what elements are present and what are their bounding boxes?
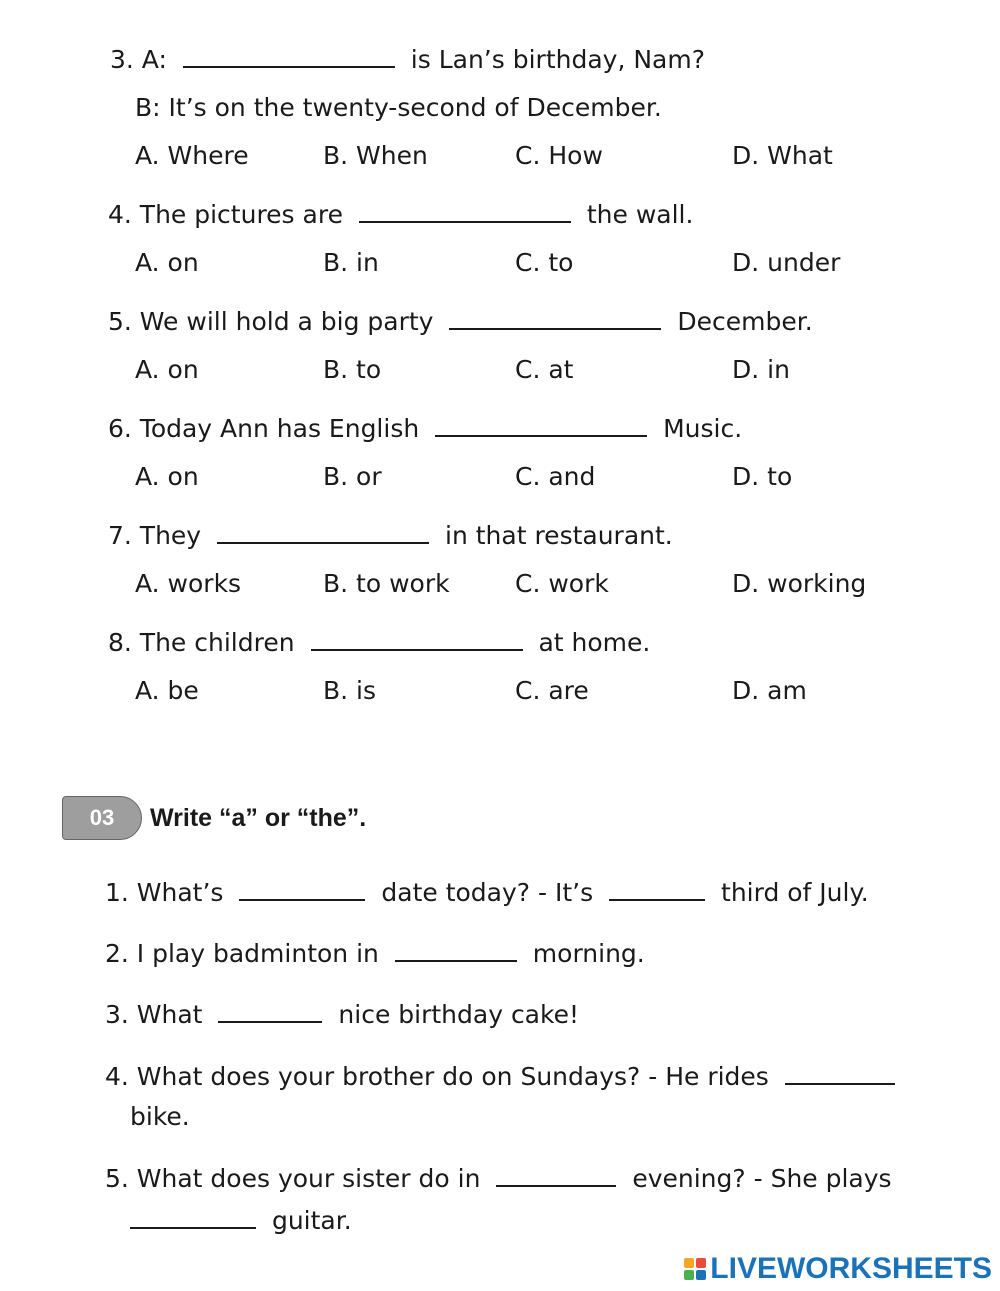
answer-blank[interactable] <box>130 1207 256 1229</box>
section-title: Write “a” or “the”. <box>150 804 367 832</box>
item-text: guitar. <box>271 1206 352 1235</box>
item-text: 5. What does your sister do in <box>105 1164 481 1193</box>
item-text: morning. <box>532 939 645 968</box>
question-3-response: B: It’s on the twenty-second of December. <box>135 93 662 122</box>
option-c[interactable]: C. How <box>515 141 603 170</box>
question-text: in that restaurant. <box>445 521 673 550</box>
question-6-prompt <box>108 413 742 445</box>
option-a[interactable]: A. on <box>135 462 199 491</box>
answer-blank[interactable] <box>449 308 661 330</box>
question-text: 5. We will hold a big party <box>108 307 434 336</box>
fill-item-4 <box>105 1061 903 1093</box>
item-text: date today? - It’s <box>381 878 594 907</box>
option-a[interactable]: A. be <box>135 676 199 705</box>
option-c[interactable]: C. are <box>515 676 589 705</box>
option-c[interactable]: C. and <box>515 462 596 491</box>
answer-blank[interactable] <box>239 879 365 901</box>
answer-blank[interactable] <box>609 879 705 901</box>
answer-blank[interactable] <box>496 1165 616 1187</box>
fill-item-5-continued <box>130 1205 352 1237</box>
option-d[interactable]: D. working <box>732 569 867 598</box>
item-text: 1. What’s <box>105 878 224 907</box>
question-text: Music. <box>663 414 743 443</box>
question-text: 6. Today Ann has English <box>108 414 420 443</box>
option-b[interactable]: B. or <box>323 462 382 491</box>
option-a[interactable]: A. on <box>135 355 199 384</box>
question-text: is Lan’s birthday, Nam? <box>410 45 705 74</box>
answer-blank[interactable] <box>435 415 647 437</box>
option-d[interactable]: D. to <box>732 462 793 491</box>
answer-blank[interactable] <box>359 201 571 223</box>
question-text: 8. The children <box>108 628 295 657</box>
question-5-prompt <box>108 306 813 338</box>
question-3-prompt <box>110 44 705 76</box>
answer-blank[interactable] <box>217 522 429 544</box>
item-text: 3. What <box>105 1000 203 1029</box>
fill-item-4-continued: bike. <box>130 1102 190 1131</box>
option-a[interactable]: A. on <box>135 248 199 277</box>
question-4-prompt <box>108 199 693 231</box>
option-a[interactable]: A. works <box>135 569 242 598</box>
liveworksheets-brand <box>684 1254 992 1284</box>
option-d[interactable]: D. in <box>732 355 790 384</box>
question-text: at home. <box>538 628 651 657</box>
option-b[interactable]: B. is <box>323 676 377 705</box>
option-a[interactable]: A. Where <box>135 141 249 170</box>
item-text: 4. What does your brother do on Sundays? - He rides <box>105 1062 769 1091</box>
answer-blank[interactable] <box>311 629 523 651</box>
answer-blank[interactable] <box>785 1063 895 1085</box>
option-b[interactable]: B. to work <box>323 569 450 598</box>
liveworksheets-logo-icon <box>684 1258 706 1280</box>
option-c[interactable]: C. to <box>515 248 574 277</box>
option-d[interactable]: D. What <box>732 141 833 170</box>
brand-name: LIVEWORKSHEETS <box>710 1252 992 1285</box>
option-d[interactable]: D. am <box>732 676 807 705</box>
question-text: 4. The pictures are <box>108 200 343 229</box>
question-7-prompt <box>108 520 673 552</box>
answer-blank[interactable] <box>395 940 517 962</box>
section-number-badge: 03 <box>62 796 142 840</box>
item-text: 2. I play badminton in <box>105 939 379 968</box>
item-text: third of July. <box>721 878 869 907</box>
question-text: December. <box>677 307 813 336</box>
option-c[interactable]: C. at <box>515 355 574 384</box>
fill-item-2 <box>105 938 645 970</box>
question-text: 3. A: <box>110 45 167 74</box>
question-8-prompt <box>108 627 650 659</box>
question-text: 7. They <box>108 521 202 550</box>
answer-blank[interactable] <box>218 1001 322 1023</box>
question-text: the wall. <box>586 200 694 229</box>
option-b[interactable]: B. to <box>323 355 382 384</box>
item-text: nice birthday cake! <box>338 1000 579 1029</box>
option-d[interactable]: D. under <box>732 248 841 277</box>
fill-item-1 <box>105 877 869 909</box>
option-c[interactable]: C. work <box>515 569 609 598</box>
option-b[interactable]: B. When <box>323 141 428 170</box>
option-b[interactable]: B. in <box>323 248 379 277</box>
item-text: evening? - She plays <box>632 1164 892 1193</box>
answer-blank[interactable] <box>183 46 395 68</box>
fill-item-3 <box>105 999 579 1031</box>
fill-item-5 <box>105 1163 892 1195</box>
